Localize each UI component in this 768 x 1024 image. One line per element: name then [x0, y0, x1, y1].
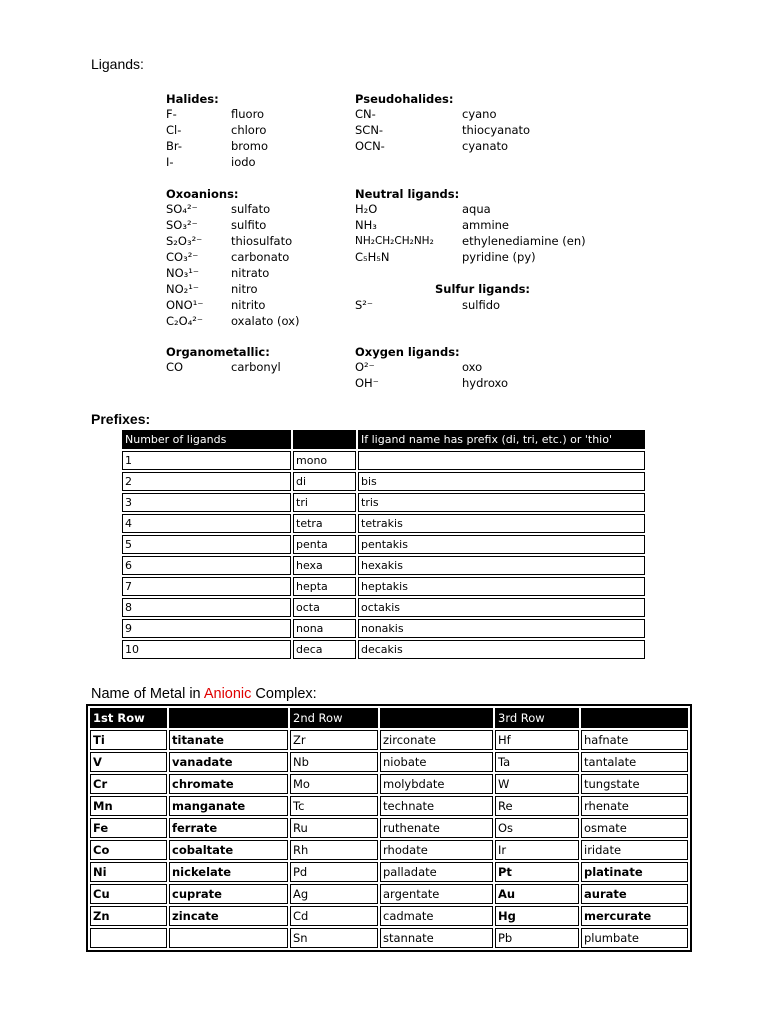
table-cell: bis	[358, 472, 645, 491]
ligand-name: carbonyl	[231, 360, 281, 374]
ligand-formula: ONO¹⁻	[166, 298, 204, 312]
table-row	[122, 556, 645, 575]
table-cell: Ta	[495, 752, 579, 772]
table-cell: nonakis	[358, 619, 645, 638]
table-cell: di	[293, 472, 356, 491]
ligand-formula: SCN-	[355, 123, 384, 137]
table-cell: mono	[293, 451, 356, 470]
table-cell: zincate	[169, 906, 288, 926]
oxygen-ligands-title: Oxygen ligands:	[355, 345, 460, 359]
table-row	[122, 451, 645, 470]
ligand-formula: S²⁻	[355, 298, 373, 312]
metal-names-table	[86, 704, 692, 952]
ligand-name: oxalato (ox)	[231, 314, 300, 328]
table-header: 3rd Row	[495, 708, 579, 728]
ligand-formula: OCN-	[355, 139, 385, 153]
table-cell	[90, 928, 167, 948]
ligand-name: nitrato	[231, 266, 270, 280]
table-cell: 10	[122, 640, 291, 659]
neutral-ligands-title: Neutral ligands:	[355, 187, 460, 201]
ligand-name: ammine	[462, 218, 510, 232]
table-cell: aurate	[581, 884, 688, 904]
table-cell: Ru	[290, 818, 378, 838]
ligand-formula: NO₂¹⁻	[166, 282, 199, 296]
table-cell: nickelate	[169, 862, 288, 882]
ligand-formula: O²⁻	[355, 360, 375, 374]
table-cell: rhodate	[380, 840, 493, 860]
ligand-formula: Cl-	[166, 123, 182, 137]
table-cell: 5	[122, 535, 291, 554]
table-cell: osmate	[581, 818, 688, 838]
prefixes-table	[120, 428, 647, 661]
table-cell: cadmate	[380, 906, 493, 926]
table-row	[122, 619, 645, 638]
table-cell: Pd	[290, 862, 378, 882]
table-row	[90, 840, 688, 860]
ligand-name: iodo	[231, 155, 256, 169]
ligand-formula: I-	[166, 155, 174, 169]
ligand-name: sulfido	[462, 298, 501, 312]
table-header: If ligand name has prefix (di, tri, etc.) or 'thio'	[358, 430, 645, 449]
ligand-name: sulfato	[231, 202, 271, 216]
table-cell: W	[495, 774, 579, 794]
table-cell: 8	[122, 598, 291, 617]
table-cell: Pb	[495, 928, 579, 948]
table-cell: octa	[293, 598, 356, 617]
ligand-name: pyridine (py)	[462, 250, 536, 264]
metal-title	[91, 686, 317, 702]
table-cell: plumbate	[581, 928, 688, 948]
organometallic-title: Organometallic:	[166, 345, 270, 359]
table-cell	[358, 451, 645, 470]
ligand-name: aqua	[462, 202, 491, 216]
table-cell: Co	[90, 840, 167, 860]
table-cell: manganate	[169, 796, 288, 816]
ligand-name: cyano	[462, 107, 497, 121]
table-cell: 4	[122, 514, 291, 533]
table-cell: platinate	[581, 862, 688, 882]
table-cell: mercurate	[581, 906, 688, 926]
ligand-formula: SO₄²⁻	[166, 202, 198, 216]
table-cell: hepta	[293, 577, 356, 596]
ligand-formula: C₂O₄²⁻	[166, 314, 203, 328]
table-cell: 3	[122, 493, 291, 512]
table-cell: Os	[495, 818, 579, 838]
table-row	[90, 928, 688, 948]
halides-title: Halides:	[166, 92, 219, 106]
sulfur-ligands-title: Sulfur ligands:	[435, 282, 531, 296]
halides-group	[166, 92, 336, 170]
ligand-name: sulfito	[231, 218, 267, 232]
table-cell: 2	[122, 472, 291, 491]
metal-title-pre: Name of Metal in	[91, 686, 204, 702]
table-row	[122, 577, 645, 596]
table-cell: cobaltate	[169, 840, 288, 860]
table-cell: pentakis	[358, 535, 645, 554]
table-row	[122, 535, 645, 554]
table-cell: zirconate	[380, 730, 493, 750]
table-header	[581, 708, 688, 728]
table-row	[90, 884, 688, 904]
table-header	[293, 430, 356, 449]
table-cell: Tc	[290, 796, 378, 816]
ligand-formula: S₂O₃²⁻	[166, 234, 203, 248]
ligand-name: fluoro	[231, 107, 265, 121]
table-row	[122, 640, 645, 659]
table-cell: tantalate	[581, 752, 688, 772]
ligand-name: nitro	[231, 282, 258, 296]
table-cell: Ti	[90, 730, 167, 750]
table-cell: Cr	[90, 774, 167, 794]
table-row	[90, 862, 688, 882]
ligand-name: carbonato	[231, 250, 290, 264]
table-header: 2nd Row	[290, 708, 378, 728]
ligand-formula: NH₃	[355, 218, 377, 232]
table-cell: nona	[293, 619, 356, 638]
table-cell: Zr	[290, 730, 378, 750]
table-cell: Cd	[290, 906, 378, 926]
table-cell: ruthenate	[380, 818, 493, 838]
table-cell: molybdate	[380, 774, 493, 794]
table-cell: stannate	[380, 928, 493, 948]
ligand-name: thiosulfato	[231, 234, 293, 248]
table-header-row	[122, 430, 645, 449]
table-cell: decakis	[358, 640, 645, 659]
table-cell: iridate	[581, 840, 688, 860]
table-header: 1st Row	[90, 708, 167, 728]
table-cell: 7	[122, 577, 291, 596]
table-cell: Pt	[495, 862, 579, 882]
sulfur-ligands-group	[355, 297, 615, 313]
table-cell: tungstate	[581, 774, 688, 794]
ligand-formula: CN-	[355, 107, 376, 121]
table-cell: ferrate	[169, 818, 288, 838]
table-row	[122, 472, 645, 491]
table-cell: tetrakis	[358, 514, 645, 533]
table-cell: Re	[495, 796, 579, 816]
ligand-formula: OH⁻	[355, 376, 379, 390]
table-cell: heptakis	[358, 577, 645, 596]
table-header: Number of ligands	[122, 430, 291, 449]
table-cell: Hg	[495, 906, 579, 926]
table-cell: niobate	[380, 752, 493, 772]
table-row	[90, 752, 688, 772]
ligand-name: oxo	[462, 360, 483, 374]
pseudohalides-group	[355, 92, 615, 154]
ligand-formula: NH₂CH₂CH₂NH₂	[355, 235, 434, 247]
table-cell: Zn	[90, 906, 167, 926]
table-cell: hafnate	[581, 730, 688, 750]
table-cell: 6	[122, 556, 291, 575]
oxoanions-title: Oxoanions:	[166, 187, 239, 201]
ligand-name: thiocyanato	[462, 123, 531, 137]
table-header-row	[90, 708, 688, 728]
table-cell: Hf	[495, 730, 579, 750]
table-cell: Ni	[90, 862, 167, 882]
pseudohalides-title: Pseudohalides:	[355, 92, 454, 106]
table-row	[90, 730, 688, 750]
ligand-name: hydroxo	[462, 376, 509, 390]
table-cell: titanate	[169, 730, 288, 750]
table-cell: Mn	[90, 796, 167, 816]
table-cell: octakis	[358, 598, 645, 617]
ligand-formula: NO₃¹⁻	[166, 266, 199, 280]
ligand-formula: C₅H₅N	[355, 250, 390, 264]
ligand-formula: CO₃²⁻	[166, 250, 199, 264]
table-cell: Ag	[290, 884, 378, 904]
table-cell: Au	[495, 884, 579, 904]
table-cell: Mo	[290, 774, 378, 794]
table-cell: argentate	[380, 884, 493, 904]
metal-title-post: Complex:	[251, 686, 317, 702]
table-cell: hexakis	[358, 556, 645, 575]
ligand-formula: F-	[166, 107, 177, 121]
table-cell: Sn	[290, 928, 378, 948]
table-header	[169, 708, 288, 728]
oxoanions-group	[166, 187, 336, 329]
table-cell: chromate	[169, 774, 288, 794]
table-cell: hexa	[293, 556, 356, 575]
ligand-name: cyanato	[462, 139, 509, 153]
ligand-formula: Br-	[166, 139, 183, 153]
table-row	[122, 514, 645, 533]
table-cell: 1	[122, 451, 291, 470]
table-cell: 9	[122, 619, 291, 638]
organometallic-group	[166, 345, 336, 375]
ligands-title: Ligands:	[91, 56, 144, 72]
ligand-name: chloro	[231, 123, 267, 137]
table-cell: palladate	[380, 862, 493, 882]
table-cell: cuprate	[169, 884, 288, 904]
table-cell: Ir	[495, 840, 579, 860]
table-cell: tetra	[293, 514, 356, 533]
table-cell: Nb	[290, 752, 378, 772]
table-cell: vanadate	[169, 752, 288, 772]
table-row	[90, 796, 688, 816]
table-row	[122, 598, 645, 617]
ligand-name: nitrito	[231, 298, 266, 312]
ligand-name: ethylenediamine (en)	[462, 234, 586, 248]
table-cell: Cu	[90, 884, 167, 904]
table-cell	[169, 928, 288, 948]
metal-title-anionic: Anionic	[203, 686, 252, 702]
table-row	[90, 818, 688, 838]
table-cell: Fe	[90, 818, 167, 838]
table-row	[122, 493, 645, 512]
ligand-name: bromo	[231, 139, 269, 153]
table-cell: tri	[293, 493, 356, 512]
table-cell: deca	[293, 640, 356, 659]
prefixes-title: Prefixes:	[91, 411, 151, 427]
table-row	[90, 906, 688, 926]
ligand-formula: CO	[166, 360, 184, 374]
table-cell: technate	[380, 796, 493, 816]
table-cell: Rh	[290, 840, 378, 860]
table-cell: V	[90, 752, 167, 772]
neutral-ligands-group	[355, 187, 615, 265]
ligand-formula: H₂O	[355, 202, 378, 216]
table-row	[90, 774, 688, 794]
table-cell: rhenate	[581, 796, 688, 816]
table-header	[380, 708, 493, 728]
ligand-formula: SO₃²⁻	[166, 218, 198, 232]
table-cell: penta	[293, 535, 356, 554]
oxygen-ligands-group	[355, 345, 615, 391]
table-cell: tris	[358, 493, 645, 512]
